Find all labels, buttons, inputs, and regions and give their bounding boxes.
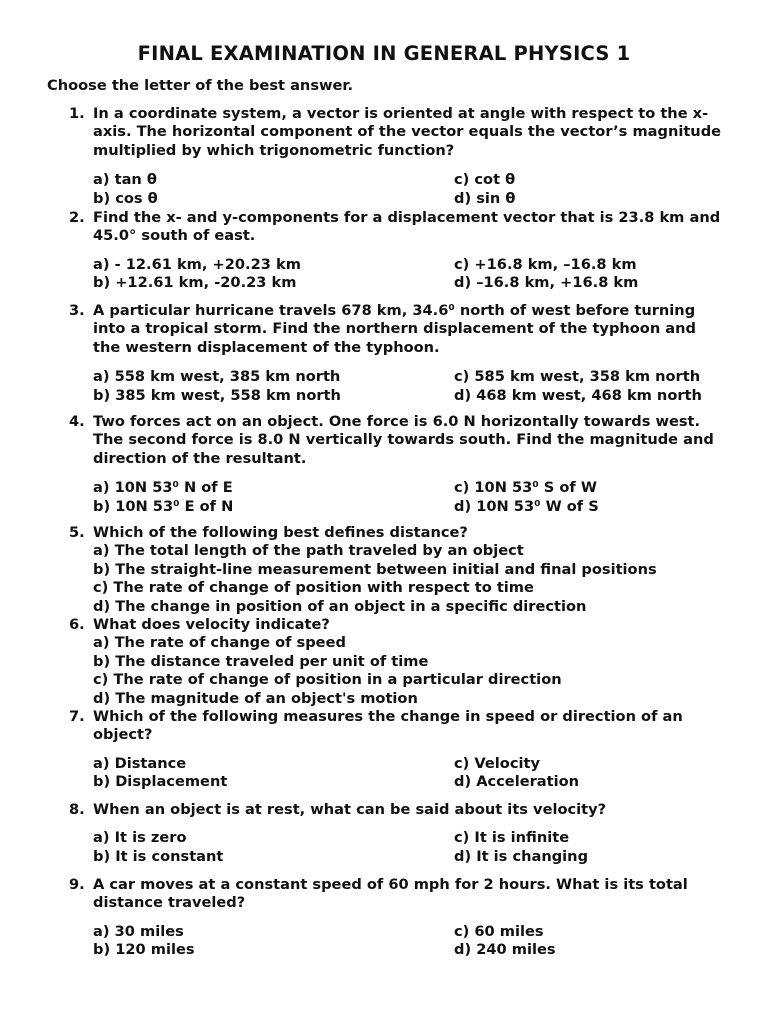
option-a[interactable]: a) - 12.61 km, +20.23 km — [93, 255, 301, 273]
question-1 — [69, 105, 725, 208]
question-number: 3. — [69, 302, 85, 319]
option-b[interactable]: b) 120 miles — [93, 941, 195, 959]
option-grid — [93, 829, 725, 866]
option-d[interactable]: d) –16.8 km, +16.8 km — [454, 274, 639, 292]
question-text: Which of the following measures the change in speed or direction of an object? — [93, 708, 683, 744]
option-a[interactable]: a) 10N 53⁰ N of E — [93, 479, 233, 497]
question-6 — [69, 616, 725, 708]
option-c[interactable]: c) The rate of change of position in a particular direction — [93, 671, 562, 689]
option-grid — [93, 368, 725, 405]
option-d[interactable]: d) The magnitude of an object's motion — [93, 689, 418, 707]
option-a[interactable]: a) Distance — [93, 754, 187, 772]
option-grid — [93, 479, 725, 516]
option-b[interactable]: b) The straight-line measurement between initial and final positions — [93, 560, 657, 578]
option-a[interactable]: a) The rate of change of speed — [93, 634, 346, 652]
option-c[interactable]: c) +16.8 km, –16.8 km — [454, 255, 637, 273]
option-d[interactable]: d) It is changing — [454, 847, 589, 865]
option-a[interactable]: a) 30 miles — [93, 922, 184, 940]
question-number: 8. — [69, 801, 85, 818]
option-d[interactable]: d) 240 miles — [454, 941, 556, 959]
question-text: Find the x- and y-components for a displacement vector that is 23.8 km and 45.0° south of east. — [93, 209, 721, 245]
question-4 — [69, 413, 725, 516]
question-text: When an object is at rest, what can be said about its velocity? — [93, 801, 607, 818]
question-7 — [69, 708, 725, 792]
question-number: 5. — [69, 524, 85, 541]
option-d[interactable]: d) The change in position of an object in a specific direction — [93, 597, 587, 615]
question-number: 6. — [69, 616, 85, 633]
exam-instruction: Choose the letter of the best answer. — [47, 77, 354, 94]
option-grid — [93, 923, 725, 960]
question-number: 1. — [69, 105, 85, 122]
question-5 — [69, 524, 725, 616]
question-2 — [69, 209, 725, 293]
question-text: A car moves at a constant speed of 60 mph for 2 hours. What is its total distance traveled? — [93, 876, 688, 912]
question-number: 9. — [69, 876, 85, 893]
option-b[interactable]: b) cos θ — [93, 189, 158, 207]
question-text: What does velocity indicate? — [93, 616, 330, 633]
option-c[interactable]: c) 10N 53⁰ S of W — [454, 479, 597, 497]
option-b[interactable]: b) Displacement — [93, 773, 228, 791]
exam-title: FINAL EXAMINATION IN GENERAL PHYSICS 1 — [137, 42, 631, 65]
option-a[interactable]: a) The total length of the path traveled by an object — [93, 542, 524, 560]
option-b[interactable]: b) 10N 53⁰ E of N — [93, 497, 234, 515]
option-d[interactable]: d) Acceleration — [454, 773, 580, 791]
option-grid — [93, 256, 725, 293]
question-number: 2. — [69, 209, 85, 226]
question-9 — [69, 876, 725, 960]
option-a[interactable]: a) 558 km west, 385 km north — [93, 368, 341, 386]
option-d[interactable]: d) 468 km west, 468 km north — [454, 386, 702, 404]
option-a[interactable]: a) It is zero — [93, 829, 187, 847]
option-c[interactable]: c) The rate of change of position with respect to time — [93, 579, 534, 597]
option-b[interactable]: b) 385 km west, 558 km north — [93, 386, 341, 404]
option-c[interactable]: c) cot θ — [454, 171, 516, 189]
option-grid — [93, 755, 725, 792]
question-number: 7. — [69, 708, 85, 725]
option-c[interactable]: c) 60 miles — [454, 922, 544, 940]
option-c[interactable]: c) It is infinite — [454, 829, 570, 847]
option-c[interactable]: c) Velocity — [454, 754, 540, 772]
option-b[interactable]: b) It is constant — [93, 847, 224, 865]
option-b[interactable]: b) +12.61 km, -20.23 km — [93, 274, 297, 292]
option-grid — [93, 171, 725, 208]
question-text: Which of the following best defines distance? — [93, 524, 468, 541]
option-b[interactable]: b) The distance traveled per unit of time — [93, 652, 429, 670]
question-text: A particular hurricane travels 678 km, 34.6⁰ north of west before turning into a tropical storm. Find the northern displacement of the typhoon and the western displacement of the typhoon. — [93, 302, 696, 356]
option-d[interactable]: d) 10N 53⁰ W of S — [454, 497, 599, 515]
question-8 — [69, 801, 725, 866]
option-d[interactable]: d) sin θ — [454, 189, 516, 207]
question-3 — [69, 302, 725, 405]
question-number: 4. — [69, 413, 85, 430]
option-a[interactable]: a) tan θ — [93, 171, 157, 189]
option-c[interactable]: c) 585 km west, 358 km north — [454, 368, 701, 386]
question-text: Two forces act on an object. One force is 6.0 N horizontally towards west. The second force is 8.0 N vertically towards south. Find the magnitude and direction of the resultant. — [93, 413, 714, 467]
question-text: In a coordinate system, a vector is oriented at angle with respect to the x-axis. The horizontal component of the vector equals the vector’s magnitude multiplied by which trigonometric function? — [93, 105, 722, 159]
